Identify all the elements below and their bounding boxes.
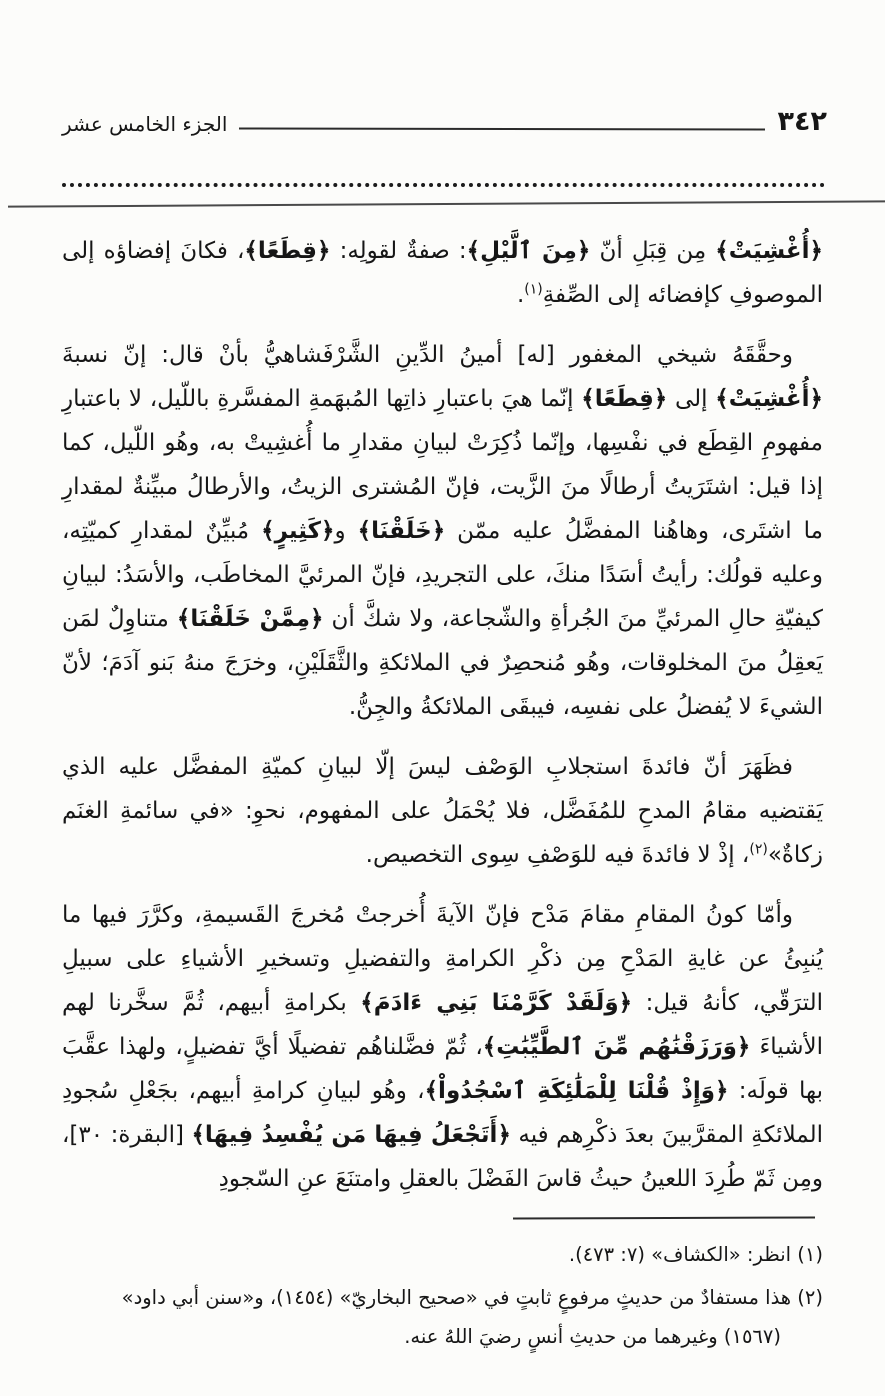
footnote-item <box>62 1235 823 1274</box>
quran-verse: ﴿قِطَعًا﴾ <box>581 386 668 412</box>
quran-verse: ﴿قِطَعًا﴾ <box>244 238 331 264</box>
page-number: ٣٤٢ <box>777 106 827 137</box>
paragraph-text: فظَهَرَ أنّ فائدةَ استجلابِ الوَصْف ليسَ إلّا لبيانِ كميّةِ المفضَّل عليه الذي يَقتضيه مقامُ المدحِ للمُفَضَّل، فلا يُحْمَلُ على المفهوم، نحوِ: «في سائمةِ الغنَم زكاةٌ» <box>62 754 823 868</box>
paragraph <box>62 745 823 877</box>
paragraph-text: ﴿أُغْشِيَتْ﴾ مِن قِبَلِ أنّ ﴿مِنَ ٱلَّيْلِ﴾: صفةٌ لقولِه: ﴿قِطَعًا﴾، فكانَ إفضاؤه إلى الموصوفِ كإفضائه إلى الصِّفةِ <box>62 238 823 308</box>
scan-rule <box>8 200 885 207</box>
quran-verse: ﴿أُغْشِيَتْ﴾ <box>715 238 823 264</box>
footnote-divider <box>513 1216 815 1219</box>
footnote-text: هذا مستفادٌ من حديثٍ مرفوعٍ ثابتٍ في «صحيح البخاريّ» (١٤٥٤)، و«سنن أبي داود» (١٥٦٧) وغيرهما من حديثِ أنسٍ رضيَ اللهُ عنه. <box>121 1286 792 1348</box>
quran-verse: ﴿وَرَزَقْنَٰهُم مِّنَ ٱلطَّيِّبَٰتِ﴾ <box>482 1034 751 1060</box>
quran-verse: ﴿مِمَّنْ خَلَقْنَا﴾ <box>176 606 324 632</box>
quran-verse: ﴿كَثِيرٍ﴾ <box>261 518 335 544</box>
footnote-marker: (١) <box>797 1243 823 1266</box>
quran-verse: ﴿وَإِذْ قُلْنَا لِلْمَلَٰئِكَةِ ٱسْجُدُواْ﴾ <box>424 1078 729 1104</box>
footnote-text: انظر: «الكشاف» (٧: ٤٧٣). <box>568 1243 792 1266</box>
quran-verse: ﴿مِنَ ٱلَّيْلِ﴾ <box>466 238 591 264</box>
footnotes-section <box>62 1217 823 1356</box>
ellipsis-row <box>62 183 825 187</box>
paragraph-text: . <box>516 282 525 308</box>
paragraph-text: ، إذْ لا فائدةَ فيه للوَصْفِ سِوى التخصيص. <box>365 842 750 868</box>
header-rule <box>239 127 765 130</box>
paragraph-text: وحقَّقَهُ شيخي المغفور [له] أمينُ الدِّينِ الشَّرْفَشاهيُّ بأنْ قال: إنّ نسبةَ ﴿أُغْشِيَتْ﴾ إلى ﴿قِطَعًا﴾ إنّما هيَ باعتبارِ ذاتِها المُبهَمةِ المفسَّرةِ باللّيل، لا باعتبارِ مفهومِ القِطَع في نفْسِها، وإنّما ذُكِرَتْ لبيانِ مقدارِ ما أُغشِيتْ به، وهُو اللّيل، كما إذا قيل: اشتَرَيتُ أرطالًا منَ الزَّيت، فإنّ المُشترى الزيتُ، والأرطالُ مبيِّنةٌ لمقدارِ ما اشتَرى، وهاهُنا المفضَّلُ عليه ممّن ﴿خَلَقْنَا﴾ و﴿كَثِيرٍ﴾ مُبيِّنٌ لمقدارِ كميّتِه، وعليه قولُك: رأيتُ أسَدًا منكَ، على التجريدِ، فإنّ المرئيَّ المخاطَب، والأسَدُ: لبيانِ كيفيّةِ حالِ المرئيِّ منَ الجُرأةِ والشّجاعة، ولا شكَّ أن ﴿مِمَّنْ خَلَقْنَا﴾ متناوِلٌ لمَن يَعقِلُ منَ المخلوقات، وهُو مُنحصِرٌ في الملائكةِ والثَّقَلَيْنِ، وخرَجَ منهُ بَنو آدَمَ؛ لأنّ الشيءَ لا يُفضلُ على نفسِه، فيبقَى الملائكةُ والجِنُّ. <box>62 342 823 720</box>
quran-verse: ﴿أُغْشِيَتْ﴾ <box>715 386 823 412</box>
paragraph <box>62 333 823 729</box>
footnote-item <box>62 1278 823 1356</box>
page-header <box>62 0 827 137</box>
paragraph-text: وأمّا كونُ المقامِ مقامَ مَدْح فإنّ الآيةَ أُخرجتْ مُخرجَ القَسيمةِ، وكرَّرَ فيها ما يُنبِئُ عن غايةِ المَدْحِ مِن ذكْرِ الكرامةِ والتفضيلِ وتسخيرِ الأشياءِ على سبيلِ الترَقّي، كأنهُ قيل: ﴿وَلَقَدْ كَرَّمْنَا بَنِي ءَادَمَ﴾ بكرامةِ أبيهم، ثُمَّ سخَّرنا لهم الأشياءَ ﴿وَرَزَقْنَٰهُم مِّنَ ٱلطَّيِّبَٰتِ﴾، ثُمّ فضَّلناهُم تفضيلًا أيَّ تفضيلٍ، ولهذا عقَّبَ بها قولَه: ﴿وَإِذْ قُلْنَا لِلْمَلَٰئِكَةِ ٱسْجُدُواْ﴾، وهُو لبيانِ كرامةِ أبيهم، بجَعْلِ سُجودِ الملائكةِ المقرَّبينَ بعدَ ذكْرِهم فيه ﴿أَتَجْعَلُ فِيهَا مَن يُفْسِدُ فِيهَا﴾ [البقرة: ٣٠]، ومِن ثَمّ طُرِدَ اللعينُ حيثُ قاسَ الفَضْلَ بالعقلِ وامتنَعَ عنِ السّجودِ <box>62 902 824 1192</box>
section-title: الجزء الخامس عشر <box>62 111 228 136</box>
paragraph <box>62 893 823 1201</box>
quran-verse: ﴿وَلَقَدْ كَرَّمْنَا بَنِي ءَادَمَ﴾ <box>360 990 633 1016</box>
footnote-ref-2: (٢) <box>749 841 768 858</box>
body-text <box>62 229 823 1201</box>
quran-verse: ﴿أَتَجْعَلُ فِيهَا مَن يُفْسِدُ فِيهَا﴾ <box>191 1122 511 1148</box>
footnote-ref-1: (١) <box>524 281 543 298</box>
footnote-marker: (٢) <box>797 1286 823 1309</box>
paragraph <box>62 229 823 317</box>
quran-verse: ﴿خَلَقْنَا﴾ <box>357 518 446 544</box>
